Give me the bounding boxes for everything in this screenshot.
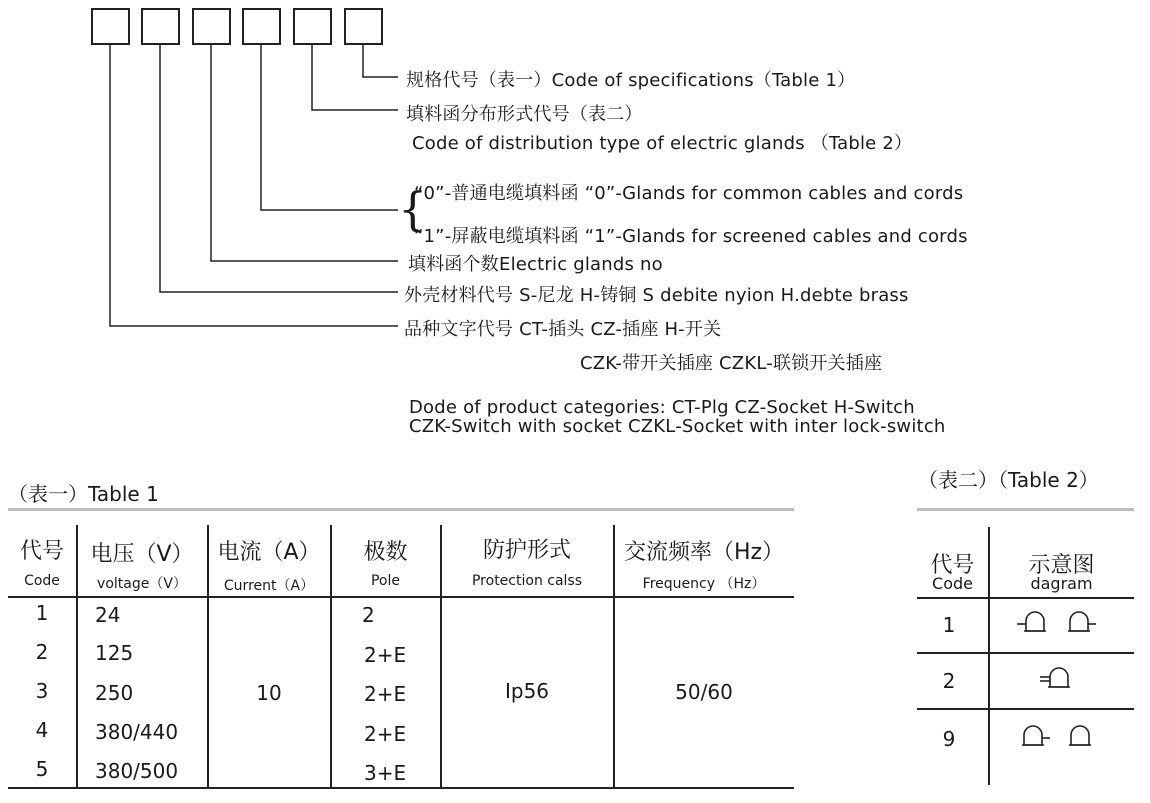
label-shell-material: 外壳材料代号 S-尼龙 H-铸铜 S debite nyion H.debte brass <box>404 285 909 306</box>
table-2-row-2-code: 2 <box>942 669 956 693</box>
table-2-row-rule <box>917 708 1134 710</box>
table-1-header-pole-en: Pole <box>370 573 400 589</box>
table-2-row-3-code: 9 <box>942 727 956 751</box>
table-1-header-protection-en: Protection calss <box>471 573 583 589</box>
label-product-category-en-1: Dode of product categories: CT-Plg CZ-Socket H-Switch <box>409 397 915 418</box>
table-1-header-current-en: Current（A） <box>223 578 315 594</box>
label-product-category-en-2: CZK-Switch with socket CZKL-Socket with inter lock-switch <box>409 416 946 437</box>
code-box-6 <box>345 9 382 44</box>
table-1-header-protection: 防护形式 <box>482 538 571 563</box>
table-1-row-2-code: 2 <box>35 640 49 664</box>
table-1-current-value: 10 <box>256 681 282 705</box>
table-1-header-pole: 极数 <box>363 540 408 565</box>
table-1-row-5-code: 5 <box>35 757 49 781</box>
table-1-row-2-pole: 2+E <box>364 643 407 667</box>
table-2-row-rule <box>917 652 1134 654</box>
table-1-row-1-code: 1 <box>35 601 49 625</box>
table-1-title: （表一）Table 1 <box>8 482 159 506</box>
table-1-row-2-voltage: 125 <box>95 641 134 665</box>
table-1-header-code: 代号 <box>19 539 64 564</box>
table-1-row-5-pole: 3+E <box>364 761 407 785</box>
table-1-row-1-voltage: 24 <box>95 603 121 627</box>
label-gland-common: “0”-普通电缆填料函 “0”-Glands for common cables and cords <box>414 183 964 204</box>
table-1-col-divider <box>440 525 442 787</box>
code-box-4 <box>243 9 280 44</box>
label-gland-distribution-en: Code of distribution type of electric glands （Table 2） <box>412 133 913 154</box>
table-1-header-code-en: Code <box>24 573 60 589</box>
code-box-2 <box>142 9 179 44</box>
table-1-row-4-pole: 2+E <box>364 722 407 746</box>
table-2-header-diagram: 示意图 <box>1028 553 1095 578</box>
code-box-1 <box>92 9 129 44</box>
leader-line-6 <box>363 44 398 77</box>
table-1-header-frequency: 交流频率（Hz） <box>623 540 785 565</box>
table-1-header-frequency-en: Frequency （Hz） <box>642 576 766 592</box>
two-opposed-glands-icon <box>1014 610 1098 640</box>
label-code-of-specifications: 规格代号（表一）Code of specifications（Table 1） <box>406 70 856 91</box>
label-gland-distribution-cn: 填料函分布形式代号（表二） <box>406 104 643 125</box>
table-1-protection-value: Ip56 <box>504 679 550 703</box>
leader-line-1 <box>110 44 398 326</box>
table-2-title: （表二）（Table 2） <box>918 468 1099 492</box>
table-1-row-3-code: 3 <box>35 679 49 703</box>
leader-line-2 <box>160 44 398 292</box>
leader-line-4 <box>261 44 398 210</box>
table-2-header-rule <box>917 597 1134 599</box>
table-1-row-1-pole: 2 <box>362 603 375 627</box>
label-product-category-cn-1: 品种文字代号 CT-插头 CZ-插座 H-开关 <box>404 319 722 340</box>
table-2-header-code: 代号 <box>930 553 975 578</box>
table-1-row-4-voltage: 380/440 <box>95 720 179 744</box>
table-1-bottom-rule <box>8 787 794 789</box>
brace-glyph: { <box>398 182 428 236</box>
code-box-3 <box>193 9 230 44</box>
table-1-header-current: 电流（A） <box>217 540 321 565</box>
gland-pair-offset-icon <box>1018 724 1098 754</box>
table-1-header-rule <box>8 596 794 598</box>
table-1-top-rule <box>8 508 794 511</box>
table-2-header-code-en: Code <box>932 574 973 593</box>
table-2-top-rule <box>917 508 1134 511</box>
table-1-header-voltage: 电压（V） <box>90 542 194 567</box>
table-1-row-3-voltage: 250 <box>95 681 134 705</box>
label-product-category-cn-2: CZK-带开关插座 CZKL-联锁开关插座 <box>580 353 883 374</box>
table-2-row-1-code: 1 <box>942 613 956 637</box>
single-gland-icon <box>1036 666 1076 696</box>
label-glands-no: 填料函个数Electric glands no <box>408 254 663 275</box>
table-1-row-4-code: 4 <box>35 718 49 742</box>
table-1-frequency-value: 50/60 <box>675 680 733 704</box>
table-1-row-3-pole: 2+E <box>364 682 407 706</box>
code-box-5 <box>294 9 331 44</box>
table-1-header-voltage-en: voltage（V） <box>97 576 187 592</box>
label-gland-screened: “1”-屏蔽电缆填料函 “1”-Glands for screened cables and cords <box>414 226 968 247</box>
table-1-row-5-voltage: 380/500 <box>95 759 179 783</box>
table-2-header-diagram-en: dagram <box>1030 574 1093 593</box>
